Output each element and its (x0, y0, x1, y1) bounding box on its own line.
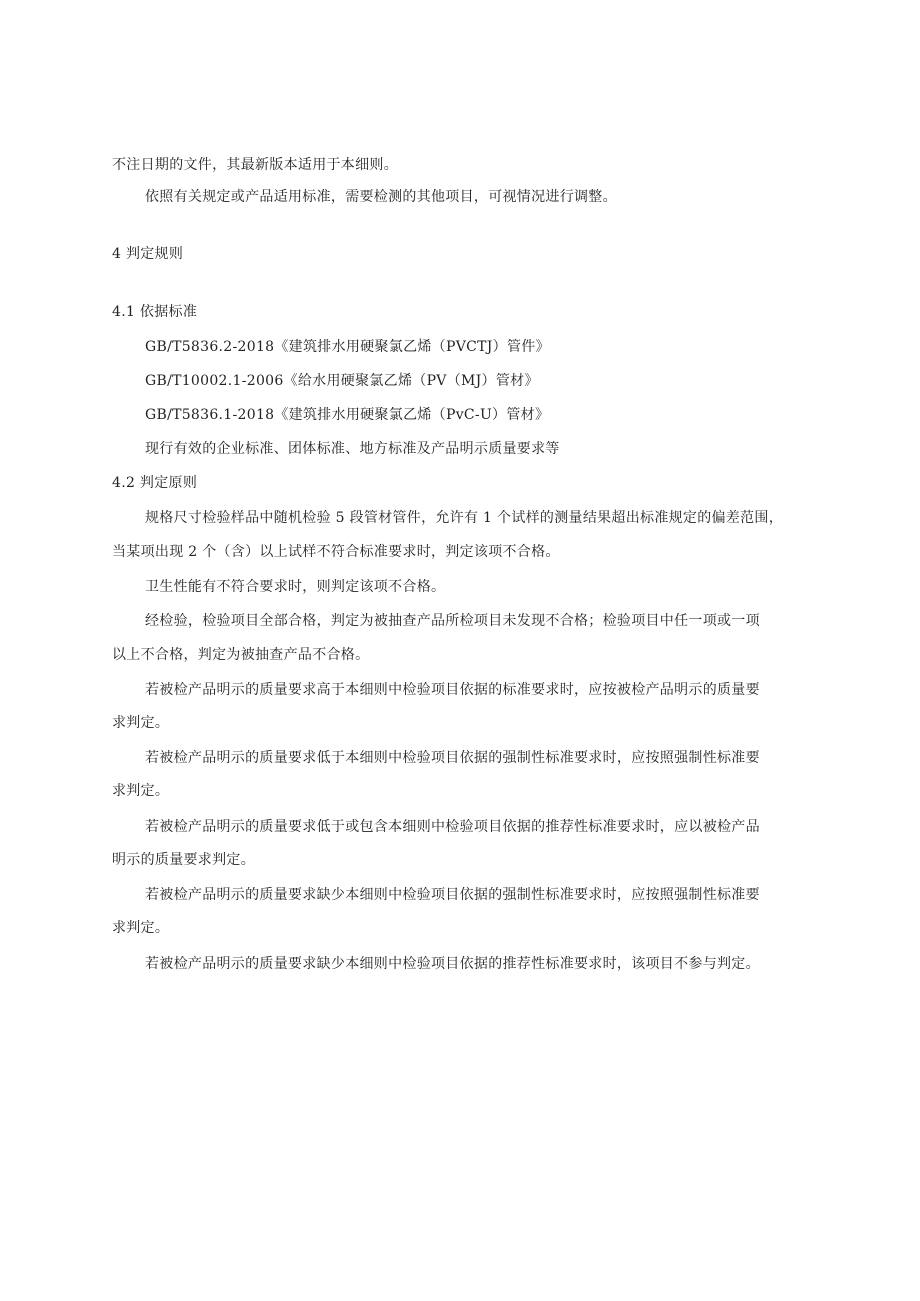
paragraph-adjustment: 依照有关规定或产品适用标准，需要检测的其他项目，可视情况进行调整。 (145, 189, 617, 205)
principle-line: 若被检产品明示的质量要求低于或包含本细则中检验项目依据的推荐性标准要求时，应以被检产品 (145, 819, 760, 835)
principle-line: 若被检产品明示的质量要求高于本细则中检验项目依据的标准要求时，应按被检产品明示的质量要 (145, 682, 760, 698)
standard-item: 现行有效的企业标准、团体标准、地方标准及产品明示质量要求等 (145, 441, 560, 457)
principle-line: 经检验，检验项目全部合格，判定为被抽查产品所检项目未发现不合格；检验项目中任一项或一项 (145, 613, 760, 629)
principle-line: 以上不合格，判定为被抽查产品不合格。 (112, 647, 370, 663)
principle-line: 若被检产品明示的质量要求低于本细则中检验项目依据的强制性标准要求时，应按照强制性标准要 (145, 750, 760, 766)
principle-line: 求判定。 (112, 715, 170, 731)
standard-item: GB/T10002.1-2006《给水用硬聚氯乙烯（PV（MJ）管材》 (145, 373, 539, 389)
standard-item: GB/T5836.1-2018《建筑排水用硬聚氯乙烯（PvC-U）管材》 (145, 407, 550, 423)
principle-line: 若被检产品明示的质量要求缺少本细则中检验项目依据的强制性标准要求时，应按照强制性标准要 (145, 887, 760, 903)
principle-line: 卫生性能有不符合要求时，则判定该项不合格。 (145, 579, 446, 595)
principle-line: 若被检产品明示的质量要求缺少本细则中检验项目依据的推荐性标准要求时，该项目不参与判定。 (145, 956, 760, 972)
standard-item: GB/T5836.2-2018《建筑排水用硬聚氯乙烯（PVCTJ）管件》 (145, 339, 550, 355)
subsection-heading-judgment-principles: 4.2 判定原则 (112, 475, 198, 491)
principle-line: 当某项出现 2 个（含）以上试样不符合标准要求时，判定该项不合格。 (112, 544, 560, 560)
subsection-heading-basis-standards: 4.1 依据标准 (112, 304, 198, 320)
principle-line: 求判定。 (112, 783, 170, 799)
paragraph-undated-documents: 不注日期的文件，其最新版本适用于本细则。 (112, 157, 398, 173)
principle-line: 求判定。 (112, 920, 170, 936)
principle-line: 规格尺寸检验样品中随机检验 5 段管材管件，允许有 1 个试样的测量结果超出标准规定的偏差范围， (145, 510, 784, 526)
section-heading-judgment-rules: 4 判定规则 (112, 246, 184, 262)
principle-line: 明示的质量要求判定。 (112, 852, 255, 868)
